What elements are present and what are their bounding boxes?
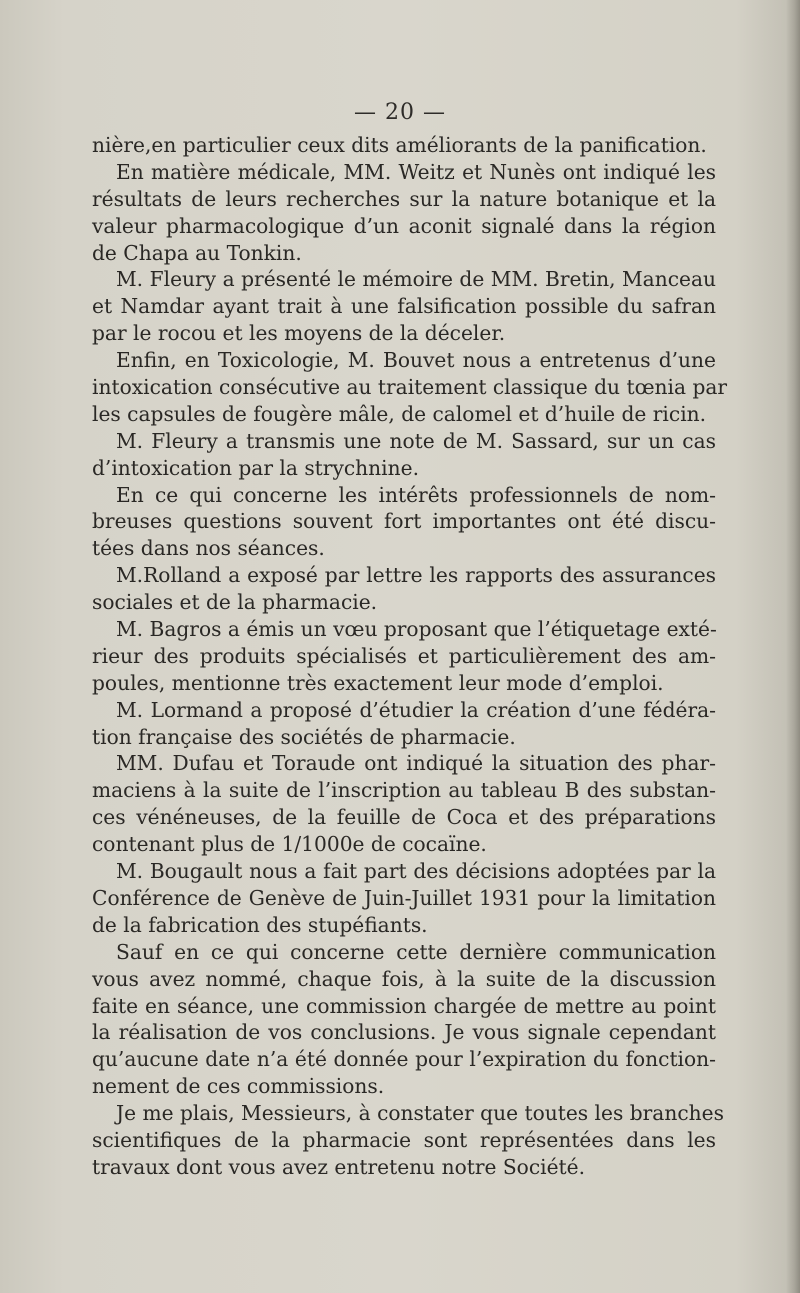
text-line: M.Rolland a exposé par lettre les rapports des assurances xyxy=(116,563,716,588)
text-line: M. Lormand a proposé d’étudier la création d’une fédéra- xyxy=(116,697,716,722)
text-line: nement de ces commissions. xyxy=(92,1074,385,1099)
text-line: contenant plus de 1/1000e de cocaïne. xyxy=(92,832,487,857)
text-line: rieur des produits spécialisés et particulièrement des am- xyxy=(92,643,716,668)
text-line: tées dans nos séances. xyxy=(92,536,325,561)
text-line: intoxication consécutive au traitement classique du tœnia par xyxy=(92,375,728,400)
page-number: — 20 — xyxy=(354,100,446,125)
text-line: tion française des sociétés de pharmacie. xyxy=(92,724,516,749)
text-line: M. Fleury a présenté le mémoire de MM. Bretin, Manceau xyxy=(116,267,716,292)
text-line: Conférence de Genève de Juin-Juillet 1931 pour la limitation xyxy=(92,885,716,910)
text-line: breuses questions souvent fort importantes ont été discu- xyxy=(92,509,716,534)
text-line: faite en séance, une commission chargée de mettre au point xyxy=(92,993,716,1018)
text-line: et Namdar ayant trait à une falsification possible du safran xyxy=(92,294,716,319)
text-line: M. Fleury a transmis une note de M. Sassard, sur un cas xyxy=(116,428,716,453)
text-line: Enfin, en Toxicologie, M. Bouvet nous a entretenus d’une xyxy=(116,348,716,373)
text-line: MM. Dufau et Toraude ont indiqué la situation des phar- xyxy=(116,751,716,776)
text-line: les capsules de fougère mâle, de calomel et d’huile de ricin. xyxy=(92,401,707,426)
text-line: de Chapa au Tonkin. xyxy=(92,240,302,265)
text-line: ces vénéneuses, de la feuille de Coca et des préparations xyxy=(92,805,716,830)
text-line: qu’aucune date n’a été donnée pour l’expiration du fonction- xyxy=(92,1047,716,1072)
page-edge-shadow xyxy=(786,0,800,1293)
text-line: valeur pharmacologique d’un aconit signalé dans la région xyxy=(92,213,716,238)
text-line: M. Bagros a émis un vœu proposant que l’étiquetage exté- xyxy=(116,617,717,642)
text-line: par le rocou et les moyens de la déceler. xyxy=(92,321,506,346)
text-line: M. Bougault nous a fait part des décisions adoptées par la xyxy=(116,859,716,884)
text-line: scientifiques de la pharmacie sont représentées dans les xyxy=(92,1127,716,1152)
text-line: résultats de leurs recherches sur la nature botanique et la xyxy=(92,186,716,211)
text-line: d’intoxication par la strychnine. xyxy=(92,455,419,480)
body-text xyxy=(92,132,728,1181)
text-line: nière,en particulier ceux dits améliorants de la panification. xyxy=(92,133,707,157)
text-line: poules, mentionne très exactement leur mode d’emploi. xyxy=(92,670,664,695)
text-line: En matière médicale, MM. Weitz et Nunès ont indiqué les xyxy=(116,159,716,184)
text-line: Je me plais, Messieurs, à constater que toutes les branches xyxy=(116,1101,724,1126)
text-line: En ce qui concerne les intérêts professionnels de nom- xyxy=(116,482,716,507)
text-line: vous avez nommé, chaque fois, à la suite de la discussion xyxy=(92,966,716,991)
text-line: sociales et de la pharmacie. xyxy=(92,590,378,615)
text-line: travaux dont vous avez entretenu notre Société. xyxy=(92,1154,586,1179)
text-line: la réalisation de vos conclusions. Je vous signale cependant xyxy=(92,1020,716,1045)
text-line: maciens à la suite de l’inscription au tableau B des substan- xyxy=(92,778,716,803)
text-line: de la fabrication des stupéfiants. xyxy=(92,912,428,937)
text-line: Sauf en ce qui concerne cette dernière communication xyxy=(116,939,716,964)
